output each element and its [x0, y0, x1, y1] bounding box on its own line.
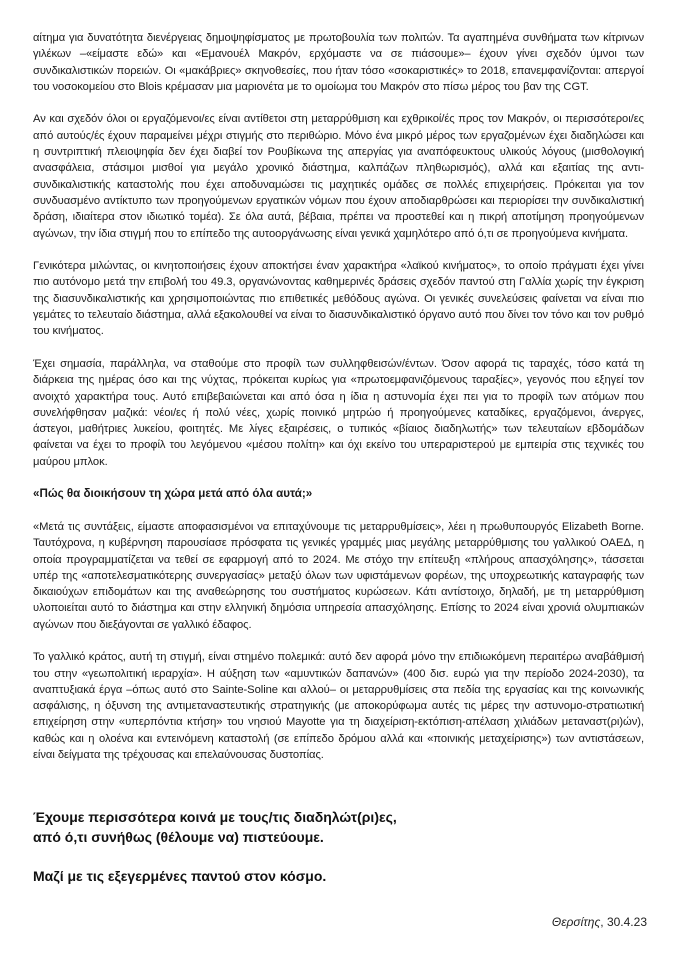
paragraph-reforms: «Μετά τις συντάξεις, είμαστε αποφασισμένοι να επιταχύνουμε τις μεταρρυθμίσεις», λέει η πρωθυπουργός Elizabeth Borne. Ταυτόχρονα, η κυβέρνηση παρουσίασε πρόσφατα τις γενικές γραμμές μιας μεγάλης μεταρρύθμισης του γαλλικού ΟΑΕΔ, η οποία προγραμματίζεται να τεθεί σε εφαρμογή από το 2024. Με στόχο την επίτευξη «πλήρους απασχόλησης», τάσσεται υπέρ της «αποτελεσματικότερης συνεργασίας» μεταξύ όλων των υφιστάμενων φορέων, της υποχρεωτικής καταγραφής των δικαιούχων επιδομάτων και της αναθεώρησης του συστήματος κυρώσεων. Κάτι αντίστοιχο, δηλαδή, με τη μεταρρύθμιση υλοποιείται αυτό το διάστημα και στην ελληνική δημόσια υπηρεσία απασχόλησης. Επίσης το 2024 είναι χρονιά ολυμπιακών αγώνων που διεξάγονται σε γαλλικό έδαφος.	[33, 520, 644, 631]
paragraph-popular-movement: Γενικότερα μιλώντας, οι κινητοποιήσεις έχουν αποκτήσει έναν χαρακτήρα «λαϊκού κινήματος», το οποίο πράγματι έχει γίνει πιο αυτόνομο μετά την επιβολή του 49.3, οργανώνοντας καθημερινές δράσεις σχεδόν παντού στη Γαλλία χωρίς την έγκριση της διασυνδικαλιστικής και χρησιμοποιώντας πιο επιθετικές μεθόδους αγώνα. Οι γενικές συνελεύσεις φαίνεται να είναι πιο γεμάτες το τελευταίο διάστημα, αλλά εξακολουθεί να είναι το διασυνδικαλιστικό όργανο αυτό που δίνει τον τόνο και τον ρυθμό του κινήματος.	[33, 260, 644, 338]
paragraph-workers-margin: Αν και σχεδόν όλοι οι εργαζόμενοι/ες είναι αντίθετοι στη μεταρρύθμιση και εχθρικοί/ές προς τον Μακρόν, οι περισσότεροι/ες από αυτούς/ές έχουν παραμείνει μέχρι στιγμής στο περιθώριο. Μόνο ένα μικρό μέρος των εργαζομένων έχει διαδηλώσει και η συντριπτική πλειοψηφία δεν έχει διαβεί τον Ρουβίκωνα της απεργίας για αναπόφευκτους υλικούς λόγους (μισθολογική ανασφάλεια, στάσιμοι μισθοί για μεγάλο χρονικό διάστημα, καλπάζων πληθωρισμός), αλλά και εξαιτίας της αντι-συνδικαλιστικής καταστολής που έχει αποδυναμώσει τις μαχητικές ομάδες σε πολλές επιχειρήσεις. Πρόκειται για τον συνδυασμένο αντίκτυπο των προηγούμενων εργατικών νόμων που έχουν αποδιαρθρώσει και περιορίσει την συνδικαλιστική δράση, ιδιαίτερα στον ιδιωτικό τομέα). Σε όλα αυτά, βέβαια, πρέπει να προστεθεί και η πικρή αποτίμηση προηγούμενων αγώνων, την ίδια στιγμή που το επίπεδο της αυτοοργάνωσης είναι γενικά χαμηλότερο από ό,τι σε προηγούμενα κινήματα.	[33, 113, 644, 240]
signature-separator: ,	[600, 915, 607, 929]
paragraph-yellow-vests-slogans: αίτημα για δυνατότητα διενέργειας δημοψηφίσματος με πρωτοβουλία των πολιτών. Τα αγαπημένα συνθήματα των κίτρινων γιλέκων –«είμαστε εδώ» και «Εμανουέλ Μακρόν, ερχόμαστε να σε πιάσουμε»– έχουν γίνει σχεδόν ύμνοι των συνδικαλιστικών πορειών. Οι «μακάβριες» σκηνοθεσίες, που ήταν τόσο «σοκαριστικές» το 2018, επανεμφανίζονται: απεργοί του νοσοκομείου στο Blois κρέμασαν μια μαριονέτα με το ομοίωμα του Μακρόν στο πίσω μέρος του βαν της CGT.	[33, 32, 644, 93]
paragraph-french-state: Το γαλλικό κράτος, αυτή τη στιγμή, είναι στημένο πολεμικά: αυτό δεν αφορά μόνο την επιδιωκόμενη περαιτέρω αναβάθμισή του στην «γεωπολιτική ιεραρχία». Η αύξηση των «αμυντικών δαπανών» (400 δισ. ευρώ για την περίοδο 2024-2030), τα αναπτυξιακά έργα –όπως αυτό στο Sainte-Soline και αλλού– οι μεταρρυθμίσεις στα πεδία της εργασίας και της κοινωνικής ασφάλισης, η όξυνση της αντιμεταναστευτικής στρατηγικής (με αποκορύφωμα αυτές τις μέρες την αστυνομο-στρατιωτική επιχείρηση στην «υπερπόντια κτήση» του νησιού Mayotte για τη διαχείριση-εκτόπιση-απέλαση χιλιάδων μεταναστ(ρι)ών), καθώς και η ολοένα και εντεινόμενη καταστολή (σε επίπεδο δρόμου αλλά και «ποινικής μεταχείρισης») των αντιστάσεων, είναι δείγματα της τρέχουσας και επελαύνουσας δυστοπίας.	[33, 651, 644, 762]
paragraph-arrestees-profile: Έχει σημασία, παράλληλα, να σταθούμε στο προφίλ των συλληφθεισών/έντων. Όσον αφορά τις ταραχές, τόσο κατά τη διάρκεια της ημέρας όσο και της νύχτας, πρόκειται κυρίως για «πρωτοεμφανιζόμενους ταραξίες», γεγονός που εξηγεί τον ανοιχτό χαρακτήρα τους. Αυτό επιβεβαιώνεται και από όσα η ίδια η αστυνομία έχει πει για το προφίλ των ατόμων που συνελήφθησαν μαζικά: νέοι/ες ή πολύ νέες, χωρίς ποινικό μητρώο ή προηγούμενες καταδίκες, εργαζόμενοι, άνεργες, άστεγοι, μαθήτριες λυκείου, φοιτητές. Με λίγες εξαιρέσεις, ο τυπικός «βίαιος διαδηλωτής» των τελευταίων εβδομάδων φαίνεται να έχει το προφίλ του λεγόμενου «μέσου πολίτη» και όχι εκείνο του υπεραριστερού με εμπειρία στις τεχνικές του μαύρου μπλοκ.	[33, 357, 644, 468]
closing-line-2: από ό,τι συνήθως (θέλουμε να) πιστεύουμε.	[33, 829, 324, 845]
closing-line-3: Μαζί με τις εξεγερμένες παντού στον κόσμο.	[33, 868, 327, 884]
closing-line-1: Έχουμε περισσότερα κοινά με τους/τις διαδηλώτ(ρι)ες,	[33, 809, 397, 825]
closing-spacer	[33, 847, 644, 866]
document-body	[33, 30, 644, 780]
section-heading: «Πώς θα διοικήσουν τη χώρα μετά από όλα αυτά;»	[33, 487, 313, 501]
signature	[552, 914, 647, 930]
closing-statement	[33, 807, 644, 886]
signature-date: 30.4.23	[606, 915, 647, 929]
signature-author: Θερσίτης	[551, 915, 601, 929]
